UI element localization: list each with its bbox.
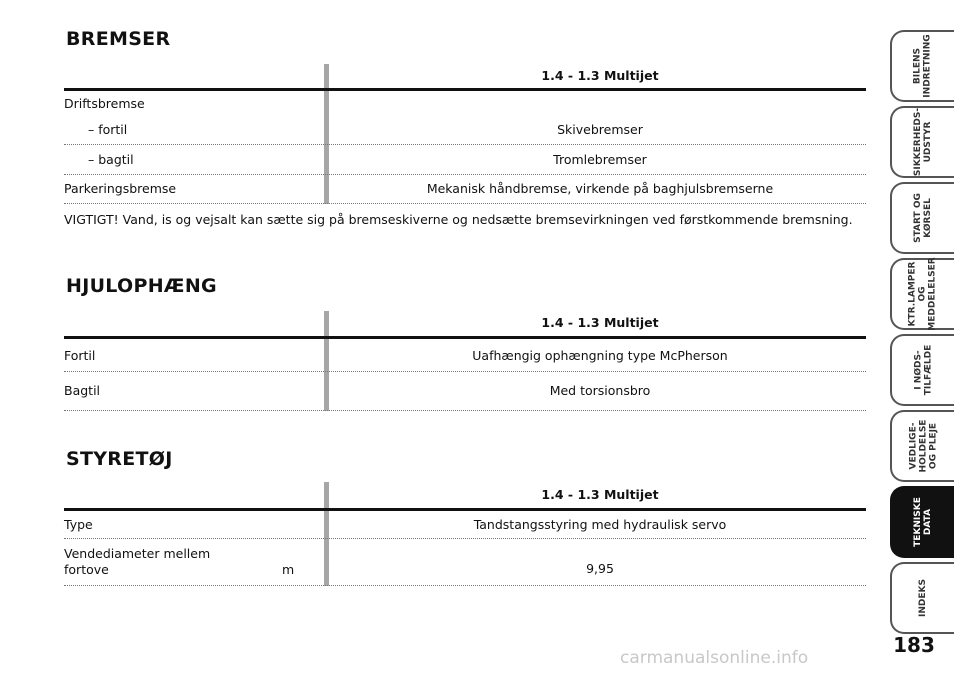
row-label: Parkeringsbremse — [64, 181, 177, 196]
row-divider — [64, 410, 866, 411]
tab-label: BILENS INDRETNING — [913, 34, 933, 98]
tab-label: KTR.LAMPER OG MEDDELELSER — [908, 257, 938, 331]
row-value: Mekanisk håndbremse, virkende på baghjulsbremserne — [426, 181, 774, 196]
tab-label: TEKNISKE DATA — [913, 497, 933, 547]
watermark: carmanualsonline.info — [620, 648, 809, 668]
row-divider — [64, 174, 866, 175]
column-divider — [324, 482, 329, 586]
tab-kontrollamper[interactable] — [890, 258, 954, 330]
tab-nodstilfaelde[interactable] — [890, 334, 954, 406]
row-label: Type — [64, 517, 93, 532]
row-value: 9,95 — [586, 561, 614, 576]
tab-start-og-korsel[interactable] — [890, 182, 954, 254]
brakes-title: BREMSER — [66, 28, 171, 50]
row-value: Med torsionsbro — [549, 383, 651, 398]
engine-header: 1.4 - 1.3 Multijet — [541, 487, 659, 502]
tab-sikkerhedsudstyr[interactable] — [890, 106, 954, 178]
suspension-table — [64, 311, 866, 411]
tab-label: INDEKS — [918, 579, 928, 617]
suspension-title: HJULOPHÆNG — [66, 275, 217, 297]
steering-table — [64, 482, 866, 586]
engine-header: 1.4 - 1.3 Multijet — [541, 315, 659, 330]
tab-vedligeholdelse[interactable] — [890, 410, 954, 482]
row-divider — [64, 585, 866, 586]
page-number: 183 — [893, 633, 935, 657]
column-divider — [324, 311, 329, 411]
tab-label: VEDLIGE- HOLDELSE OG PLEJE — [908, 419, 938, 473]
row-divider — [64, 203, 866, 204]
row-label: Fortil — [64, 348, 96, 363]
row-label: Bagtil — [64, 383, 101, 398]
row-divider — [64, 144, 866, 145]
row-value: Uafhængig ophængning type McPherson — [472, 348, 728, 363]
row-label: – fortil — [88, 122, 128, 137]
brakes-table — [64, 64, 866, 204]
row-value: Skivebremser — [557, 122, 643, 137]
brakes-warning-note: VIGTIGT! Vand, is og vejsalt kan sætte sig på bremseskiverne og nedsætte bremsevirkningen ved førstkommende bremsning. — [64, 212, 853, 227]
row-divider — [64, 371, 866, 372]
tab-label: I NØDS- TILFÆLDE — [913, 344, 933, 396]
header-rule — [64, 508, 866, 511]
row-value: Tandstangsstyring med hydraulisk servo — [473, 517, 727, 532]
header-rule — [64, 88, 866, 91]
row-divider — [64, 538, 866, 539]
header-rule — [64, 336, 866, 339]
row-label: – bagtil — [88, 152, 134, 167]
tab-bilens-indretning[interactable] — [890, 30, 954, 102]
tab-label: SIKKERHEDS- UDSTYR — [913, 107, 934, 177]
row-label-continued: fortove — [64, 562, 109, 577]
row-value: Tromlebremser — [553, 152, 647, 167]
steering-title: STYRETØJ — [66, 448, 173, 470]
unit-label: m — [282, 562, 295, 577]
column-divider — [324, 64, 329, 204]
row-label: Vendediameter mellem — [64, 546, 211, 561]
row-label: Driftsbremse — [64, 96, 145, 111]
tab-label: START OG KØRSEL — [912, 193, 933, 243]
tab-tekniske-data[interactable] — [890, 486, 954, 558]
engine-header: 1.4 - 1.3 Multijet — [541, 68, 659, 83]
tab-indeks[interactable] — [890, 562, 954, 634]
